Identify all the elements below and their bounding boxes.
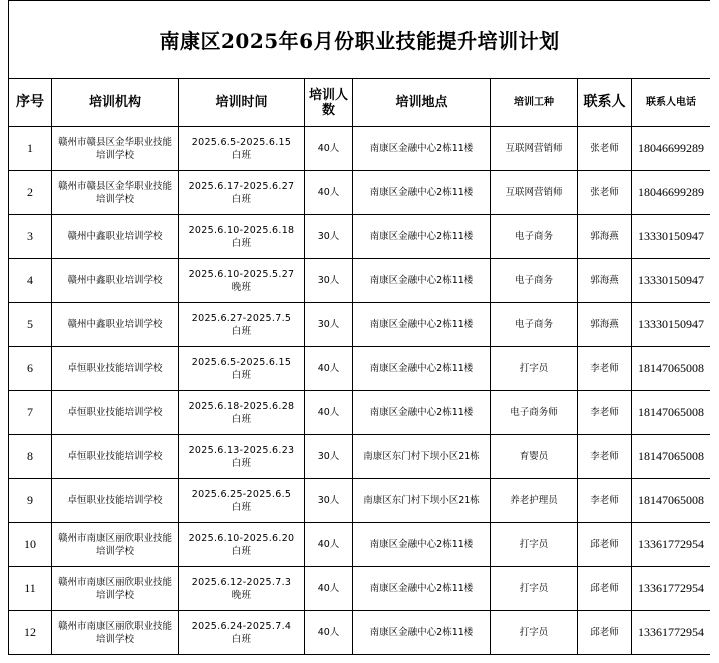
- cell-place: 南康区金融中心2栋11楼: [353, 523, 491, 567]
- cell-count: 40人: [305, 523, 353, 567]
- cell-contact: 李老师: [578, 435, 632, 479]
- table-row: [9, 479, 711, 523]
- cell-seq: 4: [9, 259, 52, 303]
- cell-time: [179, 391, 305, 435]
- table-row: [9, 215, 711, 259]
- cell-contact: 邱老师: [578, 611, 632, 655]
- cell-time: [179, 435, 305, 479]
- cell-time: [179, 611, 305, 655]
- page-title: 南康区2025年6月份职业技能提升培训计划: [9, 1, 711, 79]
- table-row: [9, 391, 711, 435]
- cell-type: 打字员: [491, 523, 578, 567]
- cell-phone: 18147065008: [632, 435, 711, 479]
- cell-time-shift: 白班: [231, 457, 252, 469]
- header-contact: 联系人: [578, 79, 632, 127]
- cell-count: 40人: [305, 567, 353, 611]
- cell-type: 打字员: [491, 611, 578, 655]
- cell-time: [179, 347, 305, 391]
- cell-time-range: 2025.6.10-2025.5.27: [188, 268, 295, 280]
- cell-time-shift: 白班: [231, 149, 252, 161]
- cell-time-range: 2025.6.25-2025.6.5: [191, 488, 292, 500]
- cell-contact: 郭海燕: [578, 303, 632, 347]
- cell-count: 40人: [305, 391, 353, 435]
- cell-type: 养老护理员: [491, 479, 578, 523]
- cell-time: [179, 127, 305, 171]
- cell-time-shift: 白班: [231, 325, 252, 337]
- cell-phone: 13330150947: [632, 215, 711, 259]
- table-row: [9, 171, 711, 215]
- cell-time-range: 2025.6.12-2025.7.3: [191, 576, 292, 588]
- header-row: [9, 79, 711, 127]
- cell-contact: 张老师: [578, 127, 632, 171]
- cell-phone: 13361772954: [632, 523, 711, 567]
- cell-contact: 李老师: [578, 391, 632, 435]
- cell-type: 电子商务: [491, 215, 578, 259]
- table-row: [9, 259, 711, 303]
- cell-time-range: 2025.6.24-2025.7.4: [191, 620, 292, 632]
- header-seq: 序号: [9, 79, 52, 127]
- cell-contact: 邱老师: [578, 523, 632, 567]
- cell-seq: 2: [9, 171, 52, 215]
- cell-seq: 10: [9, 523, 52, 567]
- cell-org: 赣州中鑫职业培训学校: [52, 303, 179, 347]
- cell-count: 30人: [305, 479, 353, 523]
- cell-time-range: 2025.6.13-2025.6.23: [188, 444, 295, 456]
- cell-time-shift: 白班: [231, 413, 252, 425]
- cell-type: 打字员: [491, 347, 578, 391]
- cell-org: 卓恒职业技能培训学校: [52, 391, 179, 435]
- cell-count: 40人: [305, 127, 353, 171]
- cell-type: 互联网营销师: [491, 171, 578, 215]
- cell-count: 40人: [305, 347, 353, 391]
- cell-contact: 张老师: [578, 171, 632, 215]
- cell-place: 南康区金融中心2栋11楼: [353, 127, 491, 171]
- cell-place: 南康区金融中心2栋11楼: [353, 215, 491, 259]
- header-phone: 联系人电话: [632, 79, 711, 127]
- cell-org: 卓恒职业技能培训学校: [52, 479, 179, 523]
- cell-time-range: 2025.6.27-2025.7.5: [191, 312, 292, 324]
- cell-place: 南康区东门村下坝小区21栋: [353, 435, 491, 479]
- cell-seq: 11: [9, 567, 52, 611]
- training-plan-table: [8, 0, 710, 655]
- cell-time-range: 2025.6.17-2025.6.27: [188, 180, 295, 192]
- cell-count: 30人: [305, 303, 353, 347]
- cell-seq: 6: [9, 347, 52, 391]
- cell-place: 南康区金融中心2栋11楼: [353, 171, 491, 215]
- cell-org: 卓恒职业技能培训学校: [52, 347, 179, 391]
- cell-count: 30人: [305, 435, 353, 479]
- cell-time-range: 2025.6.5-2025.6.15: [191, 136, 292, 148]
- cell-phone: 13361772954: [632, 567, 711, 611]
- cell-time-range: 2025.6.18-2025.6.28: [188, 400, 295, 412]
- cell-phone: 13361772954: [632, 611, 711, 655]
- cell-phone: 18046699289: [632, 171, 711, 215]
- cell-contact: 郭海燕: [578, 215, 632, 259]
- cell-org: 赣州市南康区丽欣职业技能培训学校: [52, 523, 179, 567]
- cell-phone: 18147065008: [632, 391, 711, 435]
- cell-seq: 8: [9, 435, 52, 479]
- cell-type: 电子商务: [491, 303, 578, 347]
- cell-place: 南康区金融中心2栋11楼: [353, 259, 491, 303]
- cell-org: 卓恒职业技能培训学校: [52, 435, 179, 479]
- cell-seq: 3: [9, 215, 52, 259]
- table-row: [9, 523, 711, 567]
- cell-time-shift: 白班: [231, 193, 252, 205]
- cell-phone: 13330150947: [632, 303, 711, 347]
- cell-time: [179, 259, 305, 303]
- cell-org: 赣州市南康区丽欣职业技能培训学校: [52, 567, 179, 611]
- cell-contact: 李老师: [578, 347, 632, 391]
- cell-place: 南康区金融中心2栋11楼: [353, 303, 491, 347]
- cell-time: [179, 171, 305, 215]
- cell-type: 育婴员: [491, 435, 578, 479]
- cell-time-shift: 晚班: [231, 281, 252, 293]
- table-row: [9, 303, 711, 347]
- cell-place: 南康区金融中心2栋11楼: [353, 567, 491, 611]
- cell-contact: 郭海燕: [578, 259, 632, 303]
- header-time: 培训时间: [179, 79, 305, 127]
- cell-seq: 5: [9, 303, 52, 347]
- header-place: 培训地点: [353, 79, 491, 127]
- header-org: 培训机构: [52, 79, 179, 127]
- cell-time-range: 2025.6.10-2025.6.18: [188, 224, 295, 236]
- cell-count: 30人: [305, 259, 353, 303]
- cell-place: 南康区金融中心2栋11楼: [353, 391, 491, 435]
- cell-time-range: 2025.6.5-2025.6.15: [191, 356, 292, 368]
- cell-time: [179, 215, 305, 259]
- cell-time: [179, 567, 305, 611]
- header-type: 培训工种: [491, 79, 578, 127]
- header-count: 培训人数: [305, 79, 353, 127]
- cell-time-shift: 白班: [231, 545, 252, 557]
- cell-org: 赣州中鑫职业培训学校: [52, 259, 179, 303]
- cell-time: [179, 523, 305, 567]
- cell-org: 赣州市赣县区金华职业技能培训学校: [52, 127, 179, 171]
- cell-time-shift: 白班: [231, 237, 252, 249]
- cell-org: 赣州市赣县区金华职业技能培训学校: [52, 171, 179, 215]
- cell-count: 40人: [305, 611, 353, 655]
- cell-time-shift: 白班: [231, 633, 252, 645]
- cell-time: [179, 479, 305, 523]
- cell-type: 互联网营销师: [491, 127, 578, 171]
- cell-seq: 9: [9, 479, 52, 523]
- cell-type: 打字员: [491, 567, 578, 611]
- cell-phone: 13330150947: [632, 259, 711, 303]
- cell-type: 电子商务: [491, 259, 578, 303]
- cell-place: 南康区金融中心2栋11楼: [353, 611, 491, 655]
- cell-time-shift: 晚班: [231, 589, 252, 601]
- cell-org: 赣州市南康区丽欣职业技能培训学校: [52, 611, 179, 655]
- cell-place: 南康区金融中心2栋11楼: [353, 347, 491, 391]
- cell-contact: 李老师: [578, 479, 632, 523]
- cell-org: 赣州中鑫职业培训学校: [52, 215, 179, 259]
- table-row: [9, 435, 711, 479]
- cell-time: [179, 303, 305, 347]
- cell-time-range: 2025.6.10-2025.6.20: [188, 532, 295, 544]
- cell-place: 南康区东门村下坝小区21栋: [353, 479, 491, 523]
- spreadsheet-sheet: [8, 0, 710, 663]
- cell-count: 40人: [305, 171, 353, 215]
- cell-seq: 1: [9, 127, 52, 171]
- cell-phone: 18147065008: [632, 347, 711, 391]
- table-row: [9, 611, 711, 655]
- table-row: [9, 127, 711, 171]
- table-body: [9, 127, 711, 655]
- cell-phone: 18147065008: [632, 479, 711, 523]
- cell-contact: 邱老师: [578, 567, 632, 611]
- cell-phone: 18046699289: [632, 127, 711, 171]
- cell-count: 30人: [305, 215, 353, 259]
- cell-type: 电子商务师: [491, 391, 578, 435]
- cell-seq: 12: [9, 611, 52, 655]
- cell-seq: 7: [9, 391, 52, 435]
- cell-time-shift: 白班: [231, 369, 252, 381]
- cell-time-shift: 白班: [231, 501, 252, 513]
- table-row: [9, 347, 711, 391]
- table-row: [9, 567, 711, 611]
